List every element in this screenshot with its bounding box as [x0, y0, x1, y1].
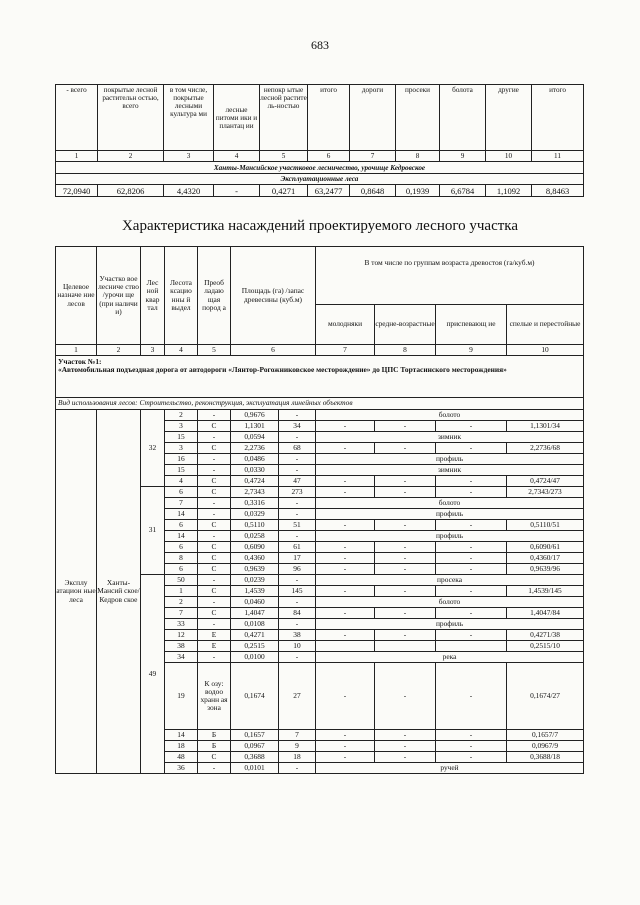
- top-header-cell: болота: [440, 85, 486, 151]
- forest-purpose-cell: Эксплу атацион ные леса: [56, 410, 97, 774]
- mature-cell: 2,2736/68: [507, 443, 584, 454]
- mature-cell: 0,6090/61: [507, 542, 584, 553]
- plot-description-cell: [56, 356, 584, 398]
- land-type-cell: профиль: [316, 619, 584, 630]
- mature-cell: 0,3688/18: [507, 752, 584, 763]
- area-cell: 0,0486: [231, 454, 279, 465]
- land-type-cell: болото: [316, 597, 584, 608]
- species-cell: -: [198, 597, 231, 608]
- species-cell: С: [198, 608, 231, 619]
- area-cell: 0,0100: [231, 652, 279, 663]
- stock-cell: 61: [279, 542, 316, 553]
- col-number: 10: [507, 345, 584, 356]
- allotment-cell: 7: [165, 498, 198, 509]
- land-type-cell: зимник: [316, 465, 584, 476]
- middle-aged-cell: -: [375, 476, 436, 487]
- ripening-cell: -: [436, 476, 507, 487]
- col-number: 7: [316, 345, 375, 356]
- mature-cell: 1,1301/34: [507, 421, 584, 432]
- allotment-cell: 16: [165, 454, 198, 465]
- top-header-cell: - всего: [56, 85, 98, 151]
- young-cell: -: [316, 730, 375, 741]
- top-header-cell: покрытые лесной растительн остью, всего: [98, 85, 164, 151]
- stock-cell: -: [279, 652, 316, 663]
- stock-cell: 10: [279, 641, 316, 652]
- species-cell: Б: [198, 730, 231, 741]
- ripening-cell: -: [436, 630, 507, 641]
- quarter-cell: 31: [141, 487, 165, 575]
- area-cell: 0,4360: [231, 553, 279, 564]
- table-row: [56, 410, 584, 421]
- top-table-value-row: [56, 185, 584, 197]
- species-cell: С: [198, 553, 231, 564]
- area-cell: 0,5110: [231, 520, 279, 531]
- species-cell: -: [198, 498, 231, 509]
- top-header-cell: непокр ытые лесной растите ль-ностью: [260, 85, 308, 151]
- area-cell: 1,4047: [231, 608, 279, 619]
- area-cell: 0,0594: [231, 432, 279, 443]
- stock-cell: 34: [279, 421, 316, 432]
- col-number: 6: [231, 345, 316, 356]
- land-type-cell: зимник: [316, 432, 584, 443]
- allotment-cell: 33: [165, 619, 198, 630]
- area-header: Площадь (га) /запас древесины (куб.м): [231, 247, 316, 345]
- area-cell: 0,3316: [231, 498, 279, 509]
- allotment-cell: 8: [165, 553, 198, 564]
- col-number: 5: [260, 151, 308, 162]
- species-cell: С: [198, 476, 231, 487]
- land-type-cell: ручей: [316, 763, 584, 774]
- middle-aged-cell: -: [375, 630, 436, 641]
- stock-cell: 7: [279, 730, 316, 741]
- young-cell: -: [316, 553, 375, 564]
- col-number: 1: [56, 345, 97, 356]
- area-cell: 0,0460: [231, 597, 279, 608]
- top-header-cell: итого: [308, 85, 350, 151]
- allotment-cell: 4: [165, 476, 198, 487]
- species-cell: -: [198, 763, 231, 774]
- stock-cell: -: [279, 465, 316, 476]
- ripening-cell: -: [436, 741, 507, 752]
- stock-cell: 17: [279, 553, 316, 564]
- allotment-cell: 50: [165, 575, 198, 586]
- stock-cell: -: [279, 575, 316, 586]
- ripening-cell: -: [436, 520, 507, 531]
- allotment-cell: 19: [165, 663, 198, 730]
- middle-aged-cell: -: [375, 663, 436, 730]
- species-cell: К озу: водоо хранн ая зона: [198, 663, 231, 730]
- col-number: 5: [198, 345, 231, 356]
- young-cell: -: [316, 542, 375, 553]
- area-cell: 0,0258: [231, 531, 279, 542]
- young-cell: -: [316, 487, 375, 498]
- species-cell: Б: [198, 741, 231, 752]
- species-cell: -: [198, 465, 231, 476]
- land-type-cell: профиль: [316, 531, 584, 542]
- page-number: 683: [311, 38, 329, 52]
- stock-cell: 84: [279, 608, 316, 619]
- allotment-cell: 14: [165, 531, 198, 542]
- section-title: Характеристика насаждений проектируемого лесного участка: [121, 218, 519, 234]
- land-type-cell: болото: [316, 498, 584, 509]
- young-cell: [316, 641, 375, 652]
- middle-aged-cell: -: [375, 487, 436, 498]
- allotment-cell: 14: [165, 730, 198, 741]
- species-cell: С: [198, 564, 231, 575]
- area-cell: 1,1301: [231, 421, 279, 432]
- area-cell: 0,4724: [231, 476, 279, 487]
- top-table-header-row: [56, 85, 584, 151]
- allotment-cell: 36: [165, 763, 198, 774]
- mature-cell: 0,2515/10: [507, 641, 584, 652]
- allotment-cell: 18: [165, 741, 198, 752]
- col-number: 9: [440, 151, 486, 162]
- area-cell: 0,4271: [231, 630, 279, 641]
- area-cell: 0,0239: [231, 575, 279, 586]
- value-cell: 1,1092: [486, 185, 532, 197]
- ripening-header: приспевающ ие: [436, 305, 507, 345]
- species-cell: -: [198, 410, 231, 421]
- allotment-cell: 38: [165, 641, 198, 652]
- stock-cell: -: [279, 454, 316, 465]
- forestry-tract-cell: Ханты-Мансий ское/ Кедров ское: [97, 410, 141, 774]
- area-cell: 0,1657: [231, 730, 279, 741]
- ripening-cell: -: [436, 663, 507, 730]
- stock-cell: -: [279, 531, 316, 542]
- area-cell: 0,2515: [231, 641, 279, 652]
- usage-row: [56, 398, 584, 410]
- species-cell: С: [198, 542, 231, 553]
- top-header-cell: итого: [532, 85, 584, 151]
- quarter-cell: 32: [141, 410, 165, 487]
- young-cell: -: [316, 586, 375, 597]
- middle-aged-cell: -: [375, 730, 436, 741]
- ripening-cell: -: [436, 553, 507, 564]
- area-cell: 1,4539: [231, 586, 279, 597]
- stand-characteristics-table: [55, 246, 584, 774]
- area-cell: 0,9639: [231, 564, 279, 575]
- allotment-header: Лесота ксацио нны й выдел: [165, 247, 198, 345]
- allotment-cell: 48: [165, 752, 198, 763]
- plot-description: «Автомобильная подъездная дорога от автодороги «Лянтор-Рогожниковское месторождение» до ЦПС Тортасинского месторождения»: [58, 365, 507, 375]
- ripening-cell: -: [436, 443, 507, 454]
- stock-cell: -: [279, 597, 316, 608]
- stock-cell: 96: [279, 564, 316, 575]
- value-cell: 0,4271: [260, 185, 308, 197]
- area-cell: 0,0108: [231, 619, 279, 630]
- middle-aged-cell: -: [375, 443, 436, 454]
- section-forestry-line: Ханты-Мансийское участковое лесничество, урочище Кедровское: [56, 162, 584, 174]
- col-number: 6: [308, 151, 350, 162]
- middle-aged-cell: -: [375, 421, 436, 432]
- young-cell: -: [316, 520, 375, 531]
- stock-cell: -: [279, 763, 316, 774]
- mature-cell: 0,9639/96: [507, 564, 584, 575]
- col-number: 4: [214, 151, 260, 162]
- allotment-cell: 7: [165, 608, 198, 619]
- species-cell: -: [198, 454, 231, 465]
- value-cell: 0,1939: [396, 185, 440, 197]
- young-cell: -: [316, 443, 375, 454]
- mature-cell: 0,0967/9: [507, 741, 584, 752]
- ripening-cell: -: [436, 608, 507, 619]
- young-cell: -: [316, 608, 375, 619]
- land-type-cell: профиль: [316, 509, 584, 520]
- mature-cell: 1,4047/84: [507, 608, 584, 619]
- allotment-cell: 14: [165, 509, 198, 520]
- area-cell: 0,9676: [231, 410, 279, 421]
- stock-cell: 18: [279, 752, 316, 763]
- stock-cell: -: [279, 619, 316, 630]
- stock-cell: -: [279, 498, 316, 509]
- top-header-cell: в том числе, покрытые лесными культура ми: [164, 85, 214, 151]
- plot-row: [56, 356, 584, 398]
- allotment-cell: 6: [165, 564, 198, 575]
- mature-cell: 0,1674/27: [507, 663, 584, 730]
- value-cell: -: [214, 185, 260, 197]
- area-cell: 0,3688: [231, 752, 279, 763]
- allotment-cell: 2: [165, 597, 198, 608]
- young-cell: -: [316, 663, 375, 730]
- value-cell: 4,4320: [164, 185, 214, 197]
- age-groups-header: В том числе по группам возраста древостоя (га/куб.м): [316, 247, 584, 305]
- col-number: 10: [486, 151, 532, 162]
- species-cell: -: [198, 575, 231, 586]
- land-category-table: [55, 84, 584, 197]
- species-cell: С: [198, 487, 231, 498]
- col-number: 8: [375, 345, 436, 356]
- middle-aged-cell: -: [375, 608, 436, 619]
- stock-cell: 27: [279, 663, 316, 730]
- top-header-cell: лесные питоми ики и плантац ии: [214, 85, 260, 151]
- middle-aged-cell: -: [375, 553, 436, 564]
- young-cell: -: [316, 564, 375, 575]
- allotment-cell: 1: [165, 586, 198, 597]
- species-cell: -: [198, 619, 231, 630]
- mature-cell: 0,4724/47: [507, 476, 584, 487]
- stock-cell: -: [279, 432, 316, 443]
- mature-cell: 1,4539/145: [507, 586, 584, 597]
- middle-aged-cell: -: [375, 586, 436, 597]
- ripening-cell: -: [436, 752, 507, 763]
- allotment-cell: 15: [165, 465, 198, 476]
- species-cell: С: [198, 443, 231, 454]
- ripening-cell: -: [436, 487, 507, 498]
- col-number: 2: [98, 151, 164, 162]
- middle-aged-cell: -: [375, 564, 436, 575]
- stock-cell: 68: [279, 443, 316, 454]
- value-cell: 8,8463: [532, 185, 584, 197]
- purpose-header: Целевое назначе ние лесов: [56, 247, 97, 345]
- species-cell: С: [198, 421, 231, 432]
- mature-cell: 0,1657/7: [507, 730, 584, 741]
- mature-cell: 0,4360/17: [507, 553, 584, 564]
- area-cell: 2,7343: [231, 487, 279, 498]
- area-cell: 2,2736: [231, 443, 279, 454]
- allotment-cell: 34: [165, 652, 198, 663]
- col-number: 3: [164, 151, 214, 162]
- usage-text: Вид использования лесов: Строительство, реконструкция, эксплуатация линейных объектов: [56, 398, 584, 410]
- young-cell: -: [316, 741, 375, 752]
- mature-cell: 0,4271/38: [507, 630, 584, 641]
- species-cell: Е: [198, 641, 231, 652]
- area-cell: 0,0101: [231, 763, 279, 774]
- column-number-row: [56, 345, 584, 356]
- ripening-cell: -: [436, 586, 507, 597]
- section-forest-type-line: Эксплуатационные леса: [56, 174, 584, 185]
- col-number: 9: [436, 345, 507, 356]
- col-number: 1: [56, 151, 98, 162]
- plot-label: Участок №1:: [58, 357, 102, 366]
- mature-header: спелые и перестойные: [507, 305, 584, 345]
- middle-aged-cell: -: [375, 542, 436, 553]
- col-number: 11: [532, 151, 584, 162]
- stock-cell: -: [279, 509, 316, 520]
- value-cell: 63,2477: [308, 185, 350, 197]
- area-cell: 0,0330: [231, 465, 279, 476]
- area-cell: 0,6090: [231, 542, 279, 553]
- col-number: 2: [97, 345, 141, 356]
- young-cell: -: [316, 421, 375, 432]
- stock-cell: 38: [279, 630, 316, 641]
- land-type-cell: профиль: [316, 454, 584, 465]
- col-number: 4: [165, 345, 198, 356]
- species-header: Преоб ладаю щая пород а: [198, 247, 231, 345]
- allotment-cell: 6: [165, 542, 198, 553]
- header-row-1: [56, 247, 584, 305]
- top-header-cell: просеки: [396, 85, 440, 151]
- top-header-cell: другие: [486, 85, 532, 151]
- ripening-cell: -: [436, 730, 507, 741]
- young-cell: -: [316, 630, 375, 641]
- middle-aged-cell: -: [375, 752, 436, 763]
- species-cell: С: [198, 752, 231, 763]
- area-cell: 0,1674: [231, 663, 279, 730]
- mature-cell: 2,7343/273: [507, 487, 584, 498]
- species-cell: -: [198, 652, 231, 663]
- middle-aged-cell: -: [375, 741, 436, 752]
- ripening-cell: -: [436, 421, 507, 432]
- value-cell: 0,8648: [350, 185, 396, 197]
- allotment-cell: 12: [165, 630, 198, 641]
- land-type-cell: река: [316, 652, 584, 663]
- allotment-cell: 15: [165, 432, 198, 443]
- quarter-header: Лес ной квар тал: [141, 247, 165, 345]
- species-cell: Е: [198, 630, 231, 641]
- species-cell: -: [198, 509, 231, 520]
- top-table-number-row: [56, 151, 584, 162]
- stock-cell: 47: [279, 476, 316, 487]
- allotment-cell: 6: [165, 520, 198, 531]
- stock-cell: 51: [279, 520, 316, 531]
- quarter-cell: 49: [141, 575, 165, 774]
- stock-cell: -: [279, 410, 316, 421]
- species-cell: С: [198, 586, 231, 597]
- ripening-cell: -: [436, 542, 507, 553]
- allotment-cell: 6: [165, 487, 198, 498]
- tract-header: Участко вое лесниче ство /урочи ще (при наличи и): [97, 247, 141, 345]
- ripening-cell: [436, 641, 507, 652]
- stock-cell: 273: [279, 487, 316, 498]
- value-cell: 72,0940: [56, 185, 98, 197]
- col-number: 3: [141, 345, 165, 356]
- middle-aged-cell: -: [375, 520, 436, 531]
- land-type-cell: просека: [316, 575, 584, 586]
- young-cell: -: [316, 752, 375, 763]
- land-type-cell: болото: [316, 410, 584, 421]
- area-cell: 0,0967: [231, 741, 279, 752]
- col-number: 8: [396, 151, 440, 162]
- middle-aged-cell: [375, 641, 436, 652]
- stock-cell: 145: [279, 586, 316, 597]
- allotment-cell: 3: [165, 421, 198, 432]
- species-cell: -: [198, 432, 231, 443]
- mature-cell: 0,5110/51: [507, 520, 584, 531]
- young-cell: -: [316, 476, 375, 487]
- species-cell: -: [198, 531, 231, 542]
- area-cell: 0,0329: [231, 509, 279, 520]
- middle-header: средне-возрастные: [375, 305, 436, 345]
- ripening-cell: -: [436, 564, 507, 575]
- value-cell: 62,8206: [98, 185, 164, 197]
- value-cell: 6,6784: [440, 185, 486, 197]
- allotment-cell: 3: [165, 443, 198, 454]
- data-rows: [56, 410, 584, 774]
- allotment-cell: 2: [165, 410, 198, 421]
- species-cell: С: [198, 520, 231, 531]
- col-number: 7: [350, 151, 396, 162]
- stock-cell: 9: [279, 741, 316, 752]
- young-header: молодняки: [316, 305, 375, 345]
- top-header-cell: дороги: [350, 85, 396, 151]
